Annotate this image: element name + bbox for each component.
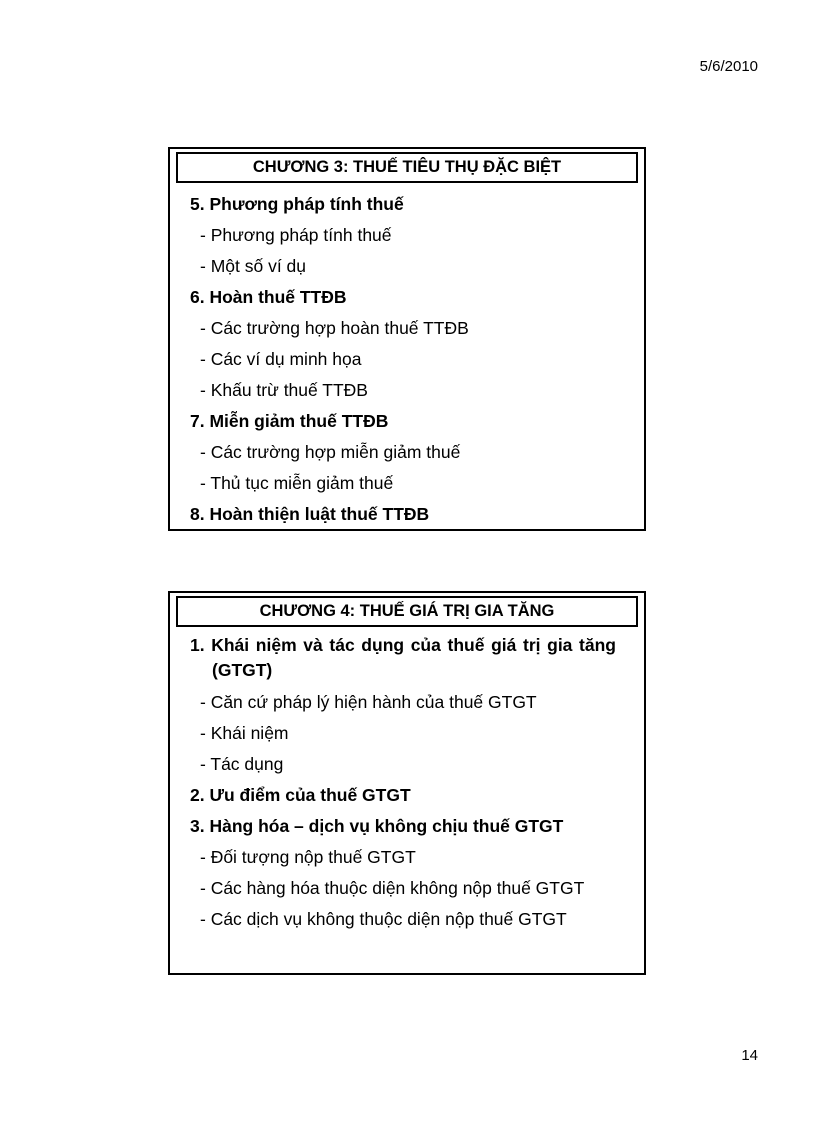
outline-subitem: - Đối tượng nộp thuế GTGT [200,847,416,867]
outline-subitem: - Căn cứ pháp lý hiện hành của thuế GTGT [200,692,537,712]
outline-heading: 2. Ưu điểm của thuế GTGT [190,785,411,805]
outline-heading: 5. Phương pháp tính thuế [190,194,404,214]
slide-title: CHƯƠNG 4: THUẾ GIÁ TRỊ GIA TĂNG [176,596,638,627]
outline-subitem: - Các trường hợp hoàn thuế TTĐB [200,318,469,338]
outline-subitem: - Các trường hợp miễn giảm thuế [200,442,461,462]
slide-chapter-3 [168,147,646,531]
outline-subitem: - Các ví dụ minh họa [200,349,362,369]
outline-subitem: - Khấu trừ thuế TTĐB [200,380,368,400]
page-date: 5/6/2010 [699,58,758,75]
outline-heading: 3. Hàng hóa – dịch vụ không chịu thuế GTGT [190,816,564,836]
outline-subitem: - Khái niệm [200,723,289,743]
slide-title: CHƯƠNG 3: THUẾ TIÊU THỤ ĐẶC BIỆT [176,152,638,183]
outline-list [170,633,644,935]
outline-heading: 8. Hoàn thiện luật thuế TTĐB [190,504,430,524]
outline-subitem: - Tác dụng [200,754,284,774]
outline-subitem: - Thủ tục miễn giảm thuế [200,473,394,493]
outline-subitem: - Phương pháp tính thuế [200,225,392,245]
outline-subitem: - Các hàng hóa thuộc diện không nộp thuế GTGT [200,878,585,898]
outline-heading: 1. Khái niệm và tác dụng của thuế giá trị gia tăng (GTGT) [190,635,616,680]
slide-chapter-4 [168,591,646,975]
outline-heading: 7. Miễn giảm thuế TTĐB [190,411,389,431]
outline-subitem: - Một số ví dụ [200,256,307,276]
outline-heading: 6. Hoàn thuế TTĐB [190,287,347,307]
outline-subitem: - Các dịch vụ không thuộc diện nộp thuế GTGT [200,909,567,929]
outline-list [170,189,644,530]
page-number: 14 [741,1047,758,1064]
